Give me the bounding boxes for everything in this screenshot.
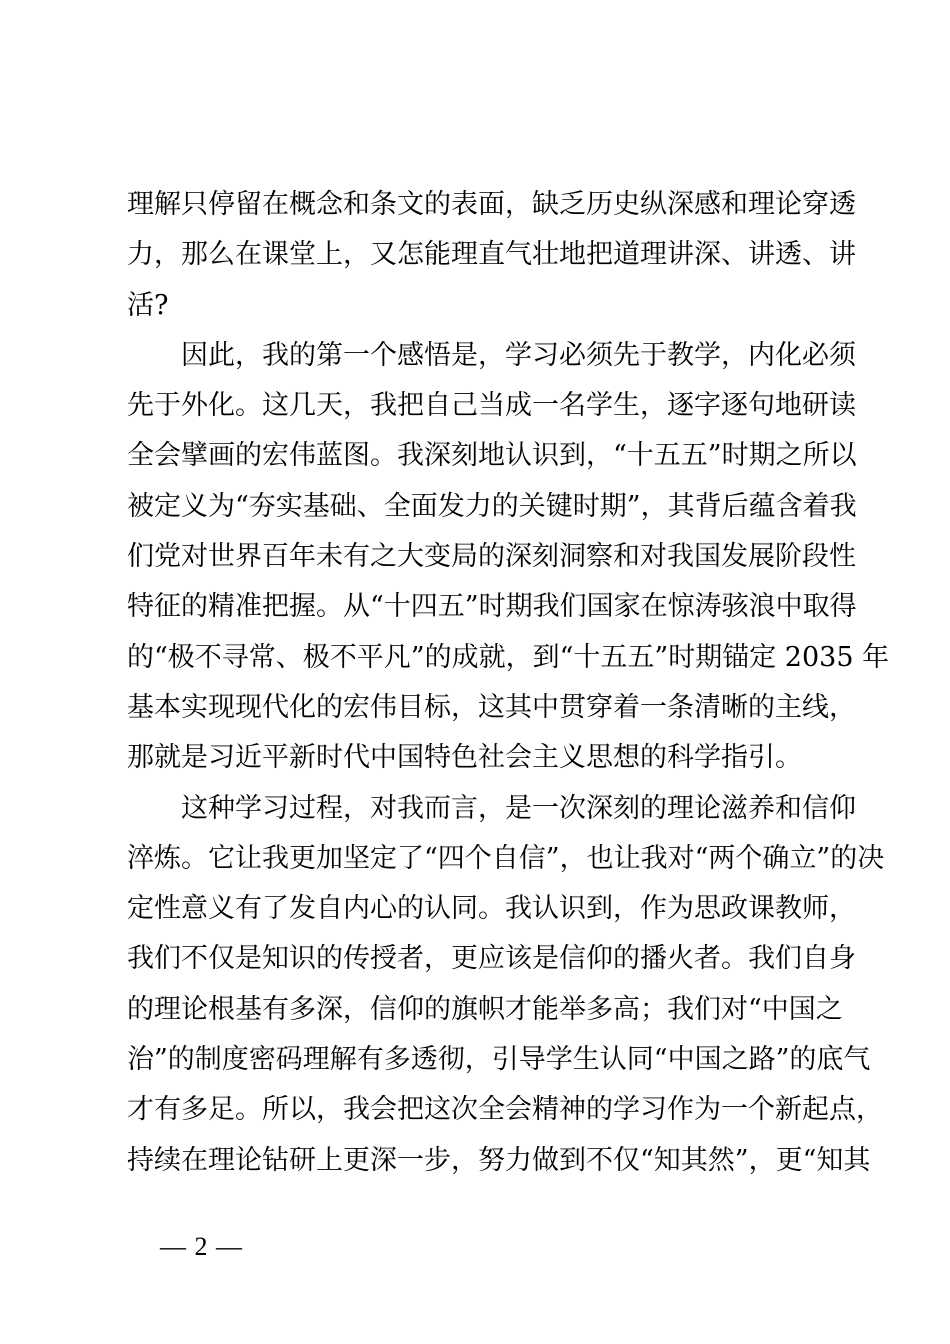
paragraph-3-line-1: 这种学习过程，对我而言，是一次深刻的理论滋养和信仰 — [181, 792, 856, 824]
paragraph-2-line-4: 被定义为“夯实基础、全面发力的关键时期”，其背后蕴含着我 — [127, 490, 857, 522]
page-number: — 2 — — [160, 1232, 243, 1261]
paragraph-2-line-8: 基本实现现代化的宏伟目标，这其中贯穿着一条清晰的主线， — [127, 691, 856, 723]
paragraph-3-line-7: 才有多足。所以，我会把这次全会精神的学习作为一个新起点， — [127, 1094, 883, 1126]
paragraph-2-line-1: 因此，我的第一个感悟是，学习必须先于教学，内化必须 — [181, 339, 856, 371]
paragraph-2-line-2: 先于外化。这几天，我把自己当成一名学生，逐字逐句地研读 — [127, 390, 856, 422]
body-text — [127, 180, 890, 1186]
paragraph-1-line-3: 活? — [127, 289, 169, 321]
paragraph-3-line-8: 持续在理论钻研上更深一步，努力做到不仅“知其然”，更“知其 — [127, 1144, 871, 1176]
paragraph-2-line-9: 那就是习近平新时代中国特色社会主义思想的科学指引。 — [127, 742, 802, 774]
paragraph-2-line-3: 全会擘画的宏伟蓝图。我深刻地认识到，“十五五”时期之所以 — [127, 440, 857, 472]
paragraph-1-line-2: 力，那么在课堂上，又怎能理直气壮地把道理讲深、讲透、讲 — [127, 239, 856, 271]
paragraph-2-line-6: 特征的精准把握。从“十四五”时期我们国家在惊涛骇浪中取得 — [127, 591, 857, 623]
paragraph-3-line-4: 我们不仅是知识的传授者，更应该是信仰的播火者。我们自身 — [127, 943, 856, 975]
paragraph-3-line-5: 的理论根基有多深，信仰的旗帜才能举多高；我们对“中国之 — [127, 993, 843, 1025]
paragraph-1-line-1: 理解只停留在概念和条文的表面，缺乏历史纵深感和理论穿透 — [127, 189, 856, 220]
paragraph-2-line-5: 们党对世界百年未有之大变局的深刻洞察和对我国发展阶段性 — [127, 541, 856, 573]
paragraph-2-line-7: 的“极不寻常、极不平凡”的成就，到“十五五”时期锚定 2035 年 — [127, 641, 890, 673]
paragraph-3-line-3: 定性意义有了发自内心的认同。我认识到，作为思政课教师， — [127, 893, 856, 925]
paragraph-3-line-6: 治”的制度密码理解有多透彻，引导学生认同“中国之路”的底气 — [127, 1044, 871, 1076]
paragraph-3-line-2: 淬炼。它让我更加坚定了“四个自信”，也让我对“两个确立”的决 — [127, 842, 885, 874]
